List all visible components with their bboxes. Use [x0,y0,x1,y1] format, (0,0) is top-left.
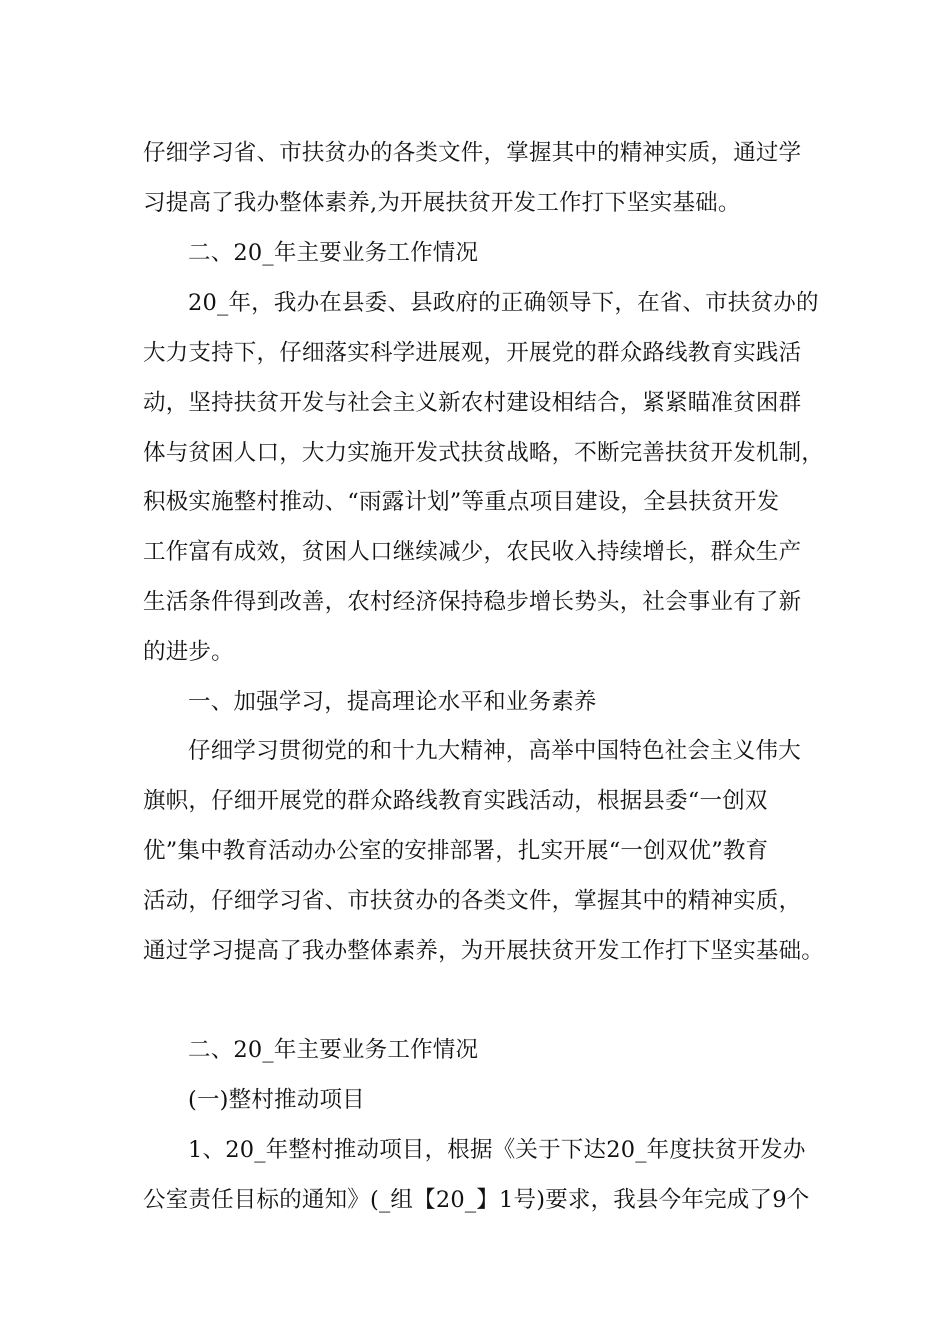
paragraph-line: 通过学习提高了我办整体素养，为开展扶贫开发工作打下坚实基础。 [143,938,825,964]
paragraph-line: 仔细学习省、市扶贫办的各类文件，掌握其中的精神实质，通过学 [143,140,802,166]
paragraph-line: 大力支持下，仔细落实科学进展观，开展党的群众路线教育实践活 [143,340,802,366]
paragraph-line: 体与贫困人口，大力实施开发式扶贫战略，不断完善扶贫开发机制， [143,440,825,466]
paragraph-line: 旗帜，仔细开展党的群众路线教育实践活动，根据县委“一创双 [143,788,768,814]
paragraph-line: 积极实施整村推动、“雨露计划”等重点项目建设，全县扶贫开发 [143,489,780,515]
paragraph-line: 的进步。 [143,639,234,665]
paragraph-line: 优”集中教育活动办公室的安排部署，扎实开展“一创双优”教育 [143,838,769,864]
sub-heading: (一)整村推动项目 [188,1087,365,1113]
paragraph-line: 工作富有成效，贫困人口继续减少，农民收入持续增长，群众生产 [143,539,802,565]
paragraph-line: 生活条件得到改善，农村经济保持稳步增长势头，社会事业有了新 [143,589,802,615]
section-heading: 一、加强学习，提高理论水平和业务素养 [188,689,597,715]
paragraph-line: 仔细学习贯彻党的和十九大精神，高举中国特色社会主义伟大 [188,738,801,764]
paragraph-line: 20_年，我办在县委、县政府的正确领导下，在省、市扶贫办的 [188,290,819,316]
paragraph-line: 1、20_年整村推动项目，根据《关于下达20_年度扶贫开发办 [188,1137,806,1163]
section-heading: 二、20_年主要业务工作情况 [188,1037,479,1063]
paragraph-line: 活动，仔细学习省、市扶贫办的各类文件，掌握其中的精神实质， [143,888,802,914]
paragraph-line: 习提高了我办整体素养,为开展扶贫开发工作打下坚实基础。 [143,190,741,216]
paragraph-line: 动，坚持扶贫开发与社会主义新农村建设相结合，紧紧瞄准贫困群 [143,390,802,416]
paragraph-line: 公室责任目标的通知》(_组【20_】1号)要求，我县今年完成了9个 [143,1187,810,1213]
section-heading: 二、20_年主要业务工作情况 [188,240,479,266]
